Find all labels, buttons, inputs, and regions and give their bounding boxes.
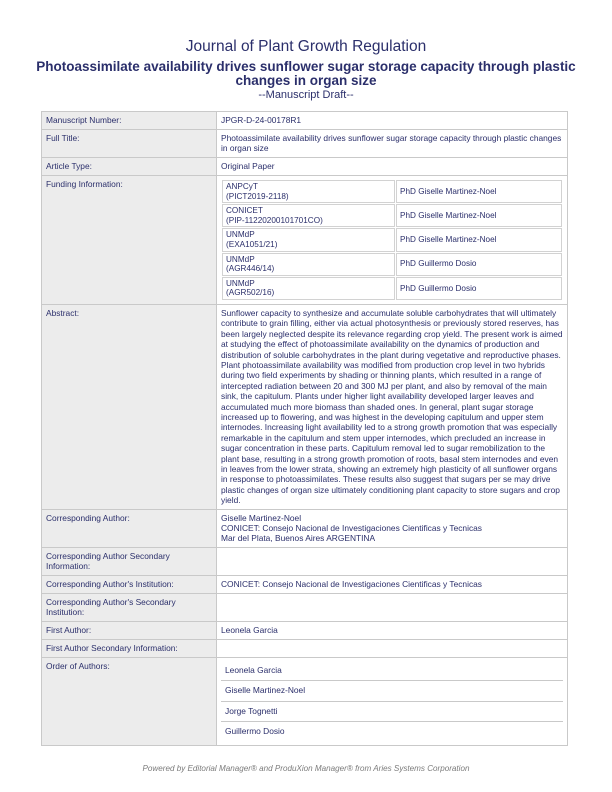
funding-agency: ANPCyT (PICT2019-2118)	[222, 180, 395, 203]
value-first-author: Leonela Garcia	[217, 621, 568, 639]
value-manuscript-number: JPGR-D-24-00178R1	[217, 112, 568, 130]
row-full-title	[42, 130, 568, 158]
author-item: Guillermo Dosio	[225, 726, 285, 737]
funding-recipient: PhD Giselle Martinez-Noel	[396, 180, 562, 203]
author-item: Giselle Martinez-Noel	[221, 681, 563, 701]
value-article-type: Original Paper	[217, 158, 568, 176]
label-abstract: Abstract:	[42, 304, 217, 509]
row-corresponding-secondary	[42, 547, 568, 575]
corresponding-author-name: Giselle Martinez-Noel	[221, 512, 302, 523]
footer-powered-by: Powered by Editorial Manager® and ProduXion Manager® from Aries Systems Corporation	[142, 764, 470, 773]
row-corresponding-author	[42, 509, 568, 547]
funding-recipient: PhD Guillermo Dosio	[396, 277, 562, 300]
row-article-type	[42, 158, 568, 176]
funding-recipient: PhD Giselle Martinez-Noel	[396, 228, 562, 251]
article-title: Photoassimilate availability drives sunflower sugar storage capacity through plastic changes in organ size	[36, 59, 576, 88]
value-corresponding-secondary-institution	[217, 593, 568, 621]
value-corresponding-secondary	[217, 547, 568, 575]
value-corresponding-author	[217, 509, 568, 547]
funding-row	[222, 204, 562, 227]
funding-table	[221, 179, 563, 301]
funding-row	[222, 228, 562, 251]
label-corresponding-secondary-institution: Corresponding Author's Secondary Institution:	[42, 593, 217, 621]
funding-recipient: PhD Giselle Martinez-Noel	[396, 204, 562, 227]
value-corresponding-institution: CONICET: Consejo Nacional de Investigaciones Cientificas y Tecnicas	[217, 575, 568, 593]
manuscript-info-table	[41, 111, 568, 746]
row-corresponding-institution	[42, 575, 568, 593]
funding-row	[222, 253, 562, 276]
row-funding	[42, 176, 568, 305]
row-first-author-secondary	[42, 639, 568, 657]
funding-agency: CONICET (PIP-11220200101701CO)	[222, 204, 395, 227]
value-abstract: Sunflower capacity to synthesize and accumulate soluble carbohydrates that will ultimately contribute to grain filling, either via actual photosynthesis or previously stored reserves, has been largely neglected despite its relevance regarding crop yield. The present work is aimed at studying the effect of photoassimilate availability on the dynamics of production and distribution of soluble carbohydrates in the plant during vegetative and reproductive phases. Plant photoassimilate availability was modified from production crop level in two hybrids during two field experiments by shading or thinning plants, which resulted in a range of intercepted radiation between 20 and 300 MJ per plant, and also by removal of the main sink, the capitulum. Plants under higher light availability developed larger leaves and accumulated much more biomass than shaded ones. In general, plant sugar storage increased up to flowering, and was highest in the developing capitulum and upper stem internodes. Increasing light availability led to a strong growth promotion that was especially remarkable in the capitulum and stem upper internodes, which precluded an increase in sugar concentration in these parts. Capitulum removal led to sugar remobilization to the plant base, resulting in a strong growth promotion of roots, basal stem internodes and even in leaves from the lower strata, showing an extremely high plasticity of all sunflower organs in response to photoassimilates. These results also suggest that sugars per se may drive plastic changes of organ size ultimately conditioning plant capacity to store sugars and crop yield.	[217, 304, 568, 509]
row-manuscript-number	[42, 112, 568, 130]
row-first-author	[42, 621, 568, 639]
draft-status: --Manuscript Draft--	[258, 89, 354, 101]
row-abstract	[42, 304, 568, 509]
label-article-type: Article Type:	[42, 158, 217, 176]
value-first-author-secondary	[217, 639, 568, 657]
value-funding	[217, 176, 568, 305]
funding-row	[222, 277, 562, 300]
document-header	[0, 38, 612, 101]
row-order-of-authors	[42, 657, 568, 745]
value-order-of-authors	[217, 657, 568, 745]
row-corresponding-secondary-institution	[42, 593, 568, 621]
author-item: Jorge Tognetti	[221, 702, 563, 722]
corresponding-author-location: Mar del Plata, Buenos Aires ARGENTINA	[221, 533, 376, 544]
label-corresponding-author: Corresponding Author:	[42, 509, 217, 547]
label-full-title: Full Title:	[42, 130, 217, 158]
label-order-of-authors: Order of Authors:	[42, 657, 217, 745]
funding-row	[222, 180, 562, 203]
corresponding-author-institution: CONICET: Consejo Nacional de Investigaciones Cientificas y Tecnicas	[221, 523, 482, 534]
author-item: Leonela Garcia	[221, 661, 563, 681]
value-full-title: Photoassimilate availability drives sunflower sugar storage capacity through plastic changes in organ size	[217, 130, 568, 158]
funding-recipient: PhD Guillermo Dosio	[396, 253, 562, 276]
journal-name: Journal of Plant Growth Regulation	[185, 38, 427, 55]
funding-agency: UNMdP (EXA1051/21)	[222, 228, 395, 251]
funding-agency: UNMdP (AGR446/14)	[222, 253, 395, 276]
label-corresponding-secondary: Corresponding Author Secondary Information:	[42, 547, 217, 575]
label-first-author-secondary: First Author Secondary Information:	[42, 639, 217, 657]
label-funding: Funding Information:	[42, 176, 217, 305]
label-manuscript-number: Manuscript Number:	[42, 112, 217, 130]
label-first-author: First Author:	[42, 621, 217, 639]
label-corresponding-institution: Corresponding Author's Institution:	[42, 575, 217, 593]
funding-agency: UNMdP (AGR502/16)	[222, 277, 395, 300]
